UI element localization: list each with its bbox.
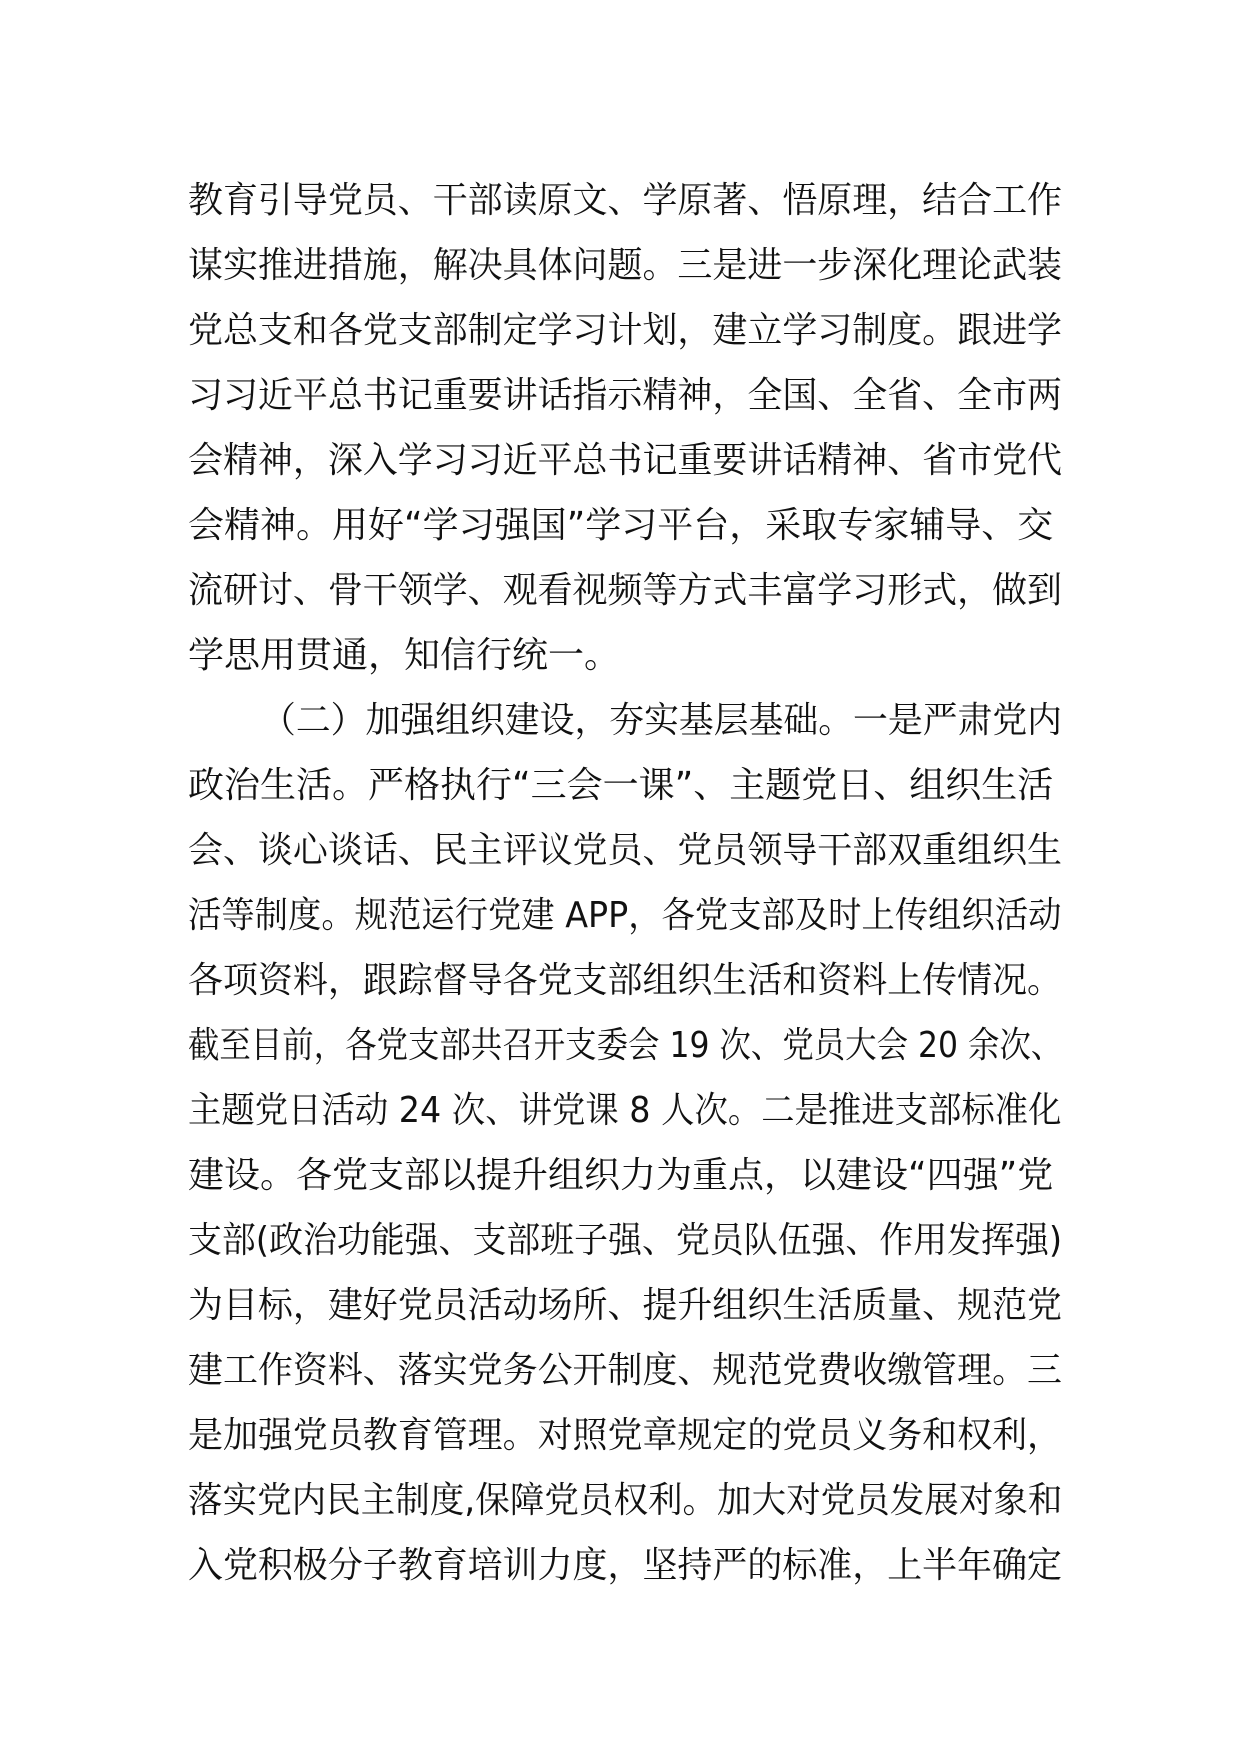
text-line: 主题党日活动 24 次、讲党课 8 人次。二是推进支部标准化 (188, 1090, 1062, 1131)
text-line: 为目标，建好党员活动场所、提升组织生活质量、规范党 (188, 1285, 1063, 1326)
text-line: 活等制度。规范运行党建 APP，各党支部及时上传组织活动 (188, 895, 1062, 936)
text-line: 各项资料，跟踪督导各党支部组织生活和资料上传情况。 (188, 960, 1063, 1001)
text-line: 会精神。用好“学习强国”学习平台，采取专家辅导、交 (188, 505, 1054, 546)
text-line: 会、谈心谈话、民主评议党员、党员领导干部双重组织生 (188, 830, 1063, 871)
text-line: 习习近平总书记重要讲话指示精神，全国、全省、全市两 (188, 375, 1063, 416)
text-line: 支部(政治功能强、支部班子强、党员队伍强、作用发挥强) (188, 1220, 1063, 1261)
text-line: 会精神，深入学习习近平总书记重要讲话精神、省市党代 (188, 440, 1063, 481)
text-line: 落实党内民主制度,保障党员权利。加大对党员发展对象和 (188, 1480, 1063, 1521)
text-line: 建设。各党支部以提升组织力为重点，以建设“四强”党 (188, 1155, 1054, 1196)
text-line: 政治生活。严格执行“三会一课”、主题党日、组织生活 (188, 765, 1054, 806)
text-line: 建工作资料、落实党务公开制度、规范党费收缴管理。三 (188, 1350, 1063, 1391)
text-line: 教育引导党员、干部读原文、学原著、悟原理，结合工作 (188, 180, 1063, 221)
text-line: 是加强党员教育管理。对照党章规定的党员义务和权利， (188, 1415, 1063, 1456)
text-line: 党总支和各党支部制定学习计划，建立学习制度。跟进学 (188, 310, 1063, 351)
text-line: 学思用贯通，知信行统一。 (188, 635, 621, 676)
text-line: 截至目前，各党支部共召开支委会 19 次、党员大会 20 余次、 (188, 1025, 1063, 1066)
text-line: 流研讨、骨干领学、观看视频等方式丰富学习形式，做到 (188, 570, 1063, 611)
text-line: 入党积极分子教育培训力度，坚持严的标准，上半年确定 (188, 1545, 1063, 1586)
text-line: 谋实推进措施，解决具体问题。三是进一步深化理论武装 (188, 245, 1063, 286)
paragraph-start-line: （二）加强组织建设，夯实基层基础。一是严肃党内 (261, 700, 1063, 741)
